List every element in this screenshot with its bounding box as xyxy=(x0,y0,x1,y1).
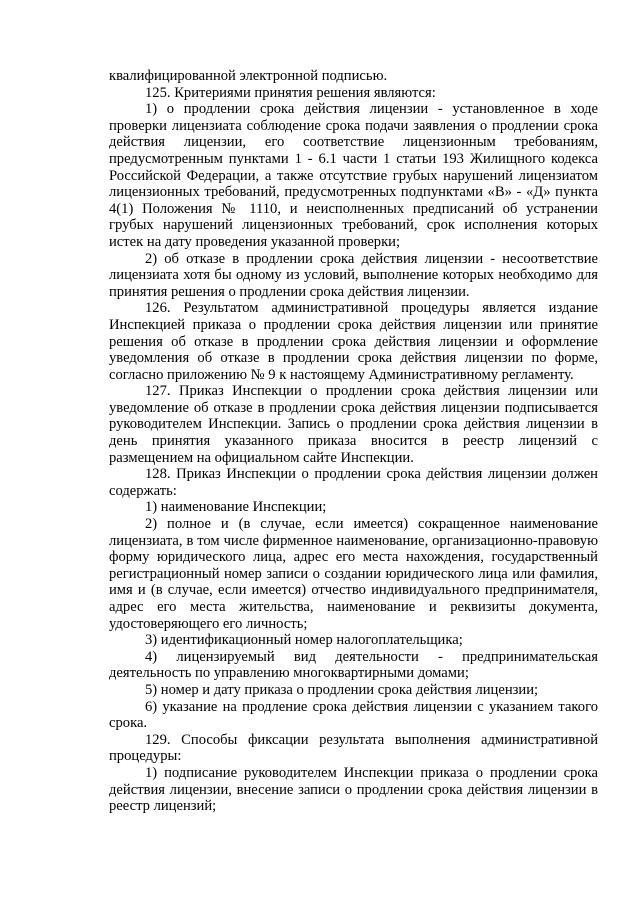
clause-129: 129. Способы фиксации результата выполнения административной процедуры: xyxy=(109,731,598,765)
paragraph: квалифицированной электронной подписью. xyxy=(109,68,388,84)
clause-128: 128. Приказ Инспекции о продлении срока действия лицензии должен содержать: xyxy=(109,466,598,499)
clause-128-item-6: 6) указание на продление срока действия лицензии с указанием такого срока. xyxy=(109,698,598,732)
clause-128-item-2: 2) полное и (в случае, если имеется) сокращенное наименование лицензиата, в том числе фирменное наименование, организационно-правовую форму юридического лица, адрес его места нахождения, государственный регистрационный номер записи о создании юридического лица или фамилия, имя и (в случае, если имеется) отчество индивидуального предпринимателя, адрес его места жительства, наименование и реквизиты документа, удостоверяющего его личность; xyxy=(109,516,598,632)
clause-126: 126. Результатом административной процедуры является издание Инспекцией приказа о продлении срока действия лицензии или принятие решения об отказе в продлении срока действия лицензии и оформление уведомления об отказе в продлении срока действия лицензии по форме, согласно приложению № 9 к настоящему Административному регламенту. xyxy=(109,300,598,383)
clause-128-item-3: 3) идентификационный номер налогоплательщика; xyxy=(145,632,463,649)
clause-125-item-1: 1) о продлении срока действия лицензии - установленное в ходе проверки лицензиата соблюдение срока подачи заявления о продлении срока действия лицензии, его соответствие лицензионным требованиям, предусмотренным пунктами 1 - 6.1 части 1 статьи 193 Жилищного кодекса Российской Федерации, а также отсутствие грубых нарушений лицензиатом лицензионных требований, предусмотренных подпунктами «В» - «Д» пункта 4(1) Положения № 1110, и неисполненных предписаний об устранении грубых нарушений лицензионных требований, срок исполнения которых истек на дату проведения указанной проверки; xyxy=(109,101,598,250)
clause-127: 127. Приказ Инспекции о продлении срока действия лицензии или уведомление об отказе в продлении срока действия лицензии подписывается руководителем Инспекции. Запись о продлении срока действия лицензии в день принятия указанного приказа вносится в реестр лицензий с размещением на официальном сайте Инспекции. xyxy=(109,383,598,466)
clause-125-item-2: 2) об отказе в продлении срока действия лицензии - несоответствие лицензиата хотя бы одному из условий, выполнение которых необходимо для принятия решения о продлении срока действия лицензии. xyxy=(109,250,598,300)
clause-128-item-4: 4) лицензируемый вид деятельности - предпринимательская деятельность по управлению многоквартирными домами; xyxy=(109,648,598,682)
clause-125: 125. Критериями принятия решения являются: xyxy=(145,84,436,101)
clause-129-item-1: 1) подписание руководителем Инспекции приказа о продлении срока действия лицензии, внесение записи о продлении срока действия лицензии в реестр лицензий; xyxy=(109,764,598,815)
clause-128-item-1: 1) наименование Инспекции; xyxy=(145,499,327,516)
clause-128-item-5: 5) номер и дату приказа о продлении срока действия лицензии; xyxy=(145,681,539,698)
